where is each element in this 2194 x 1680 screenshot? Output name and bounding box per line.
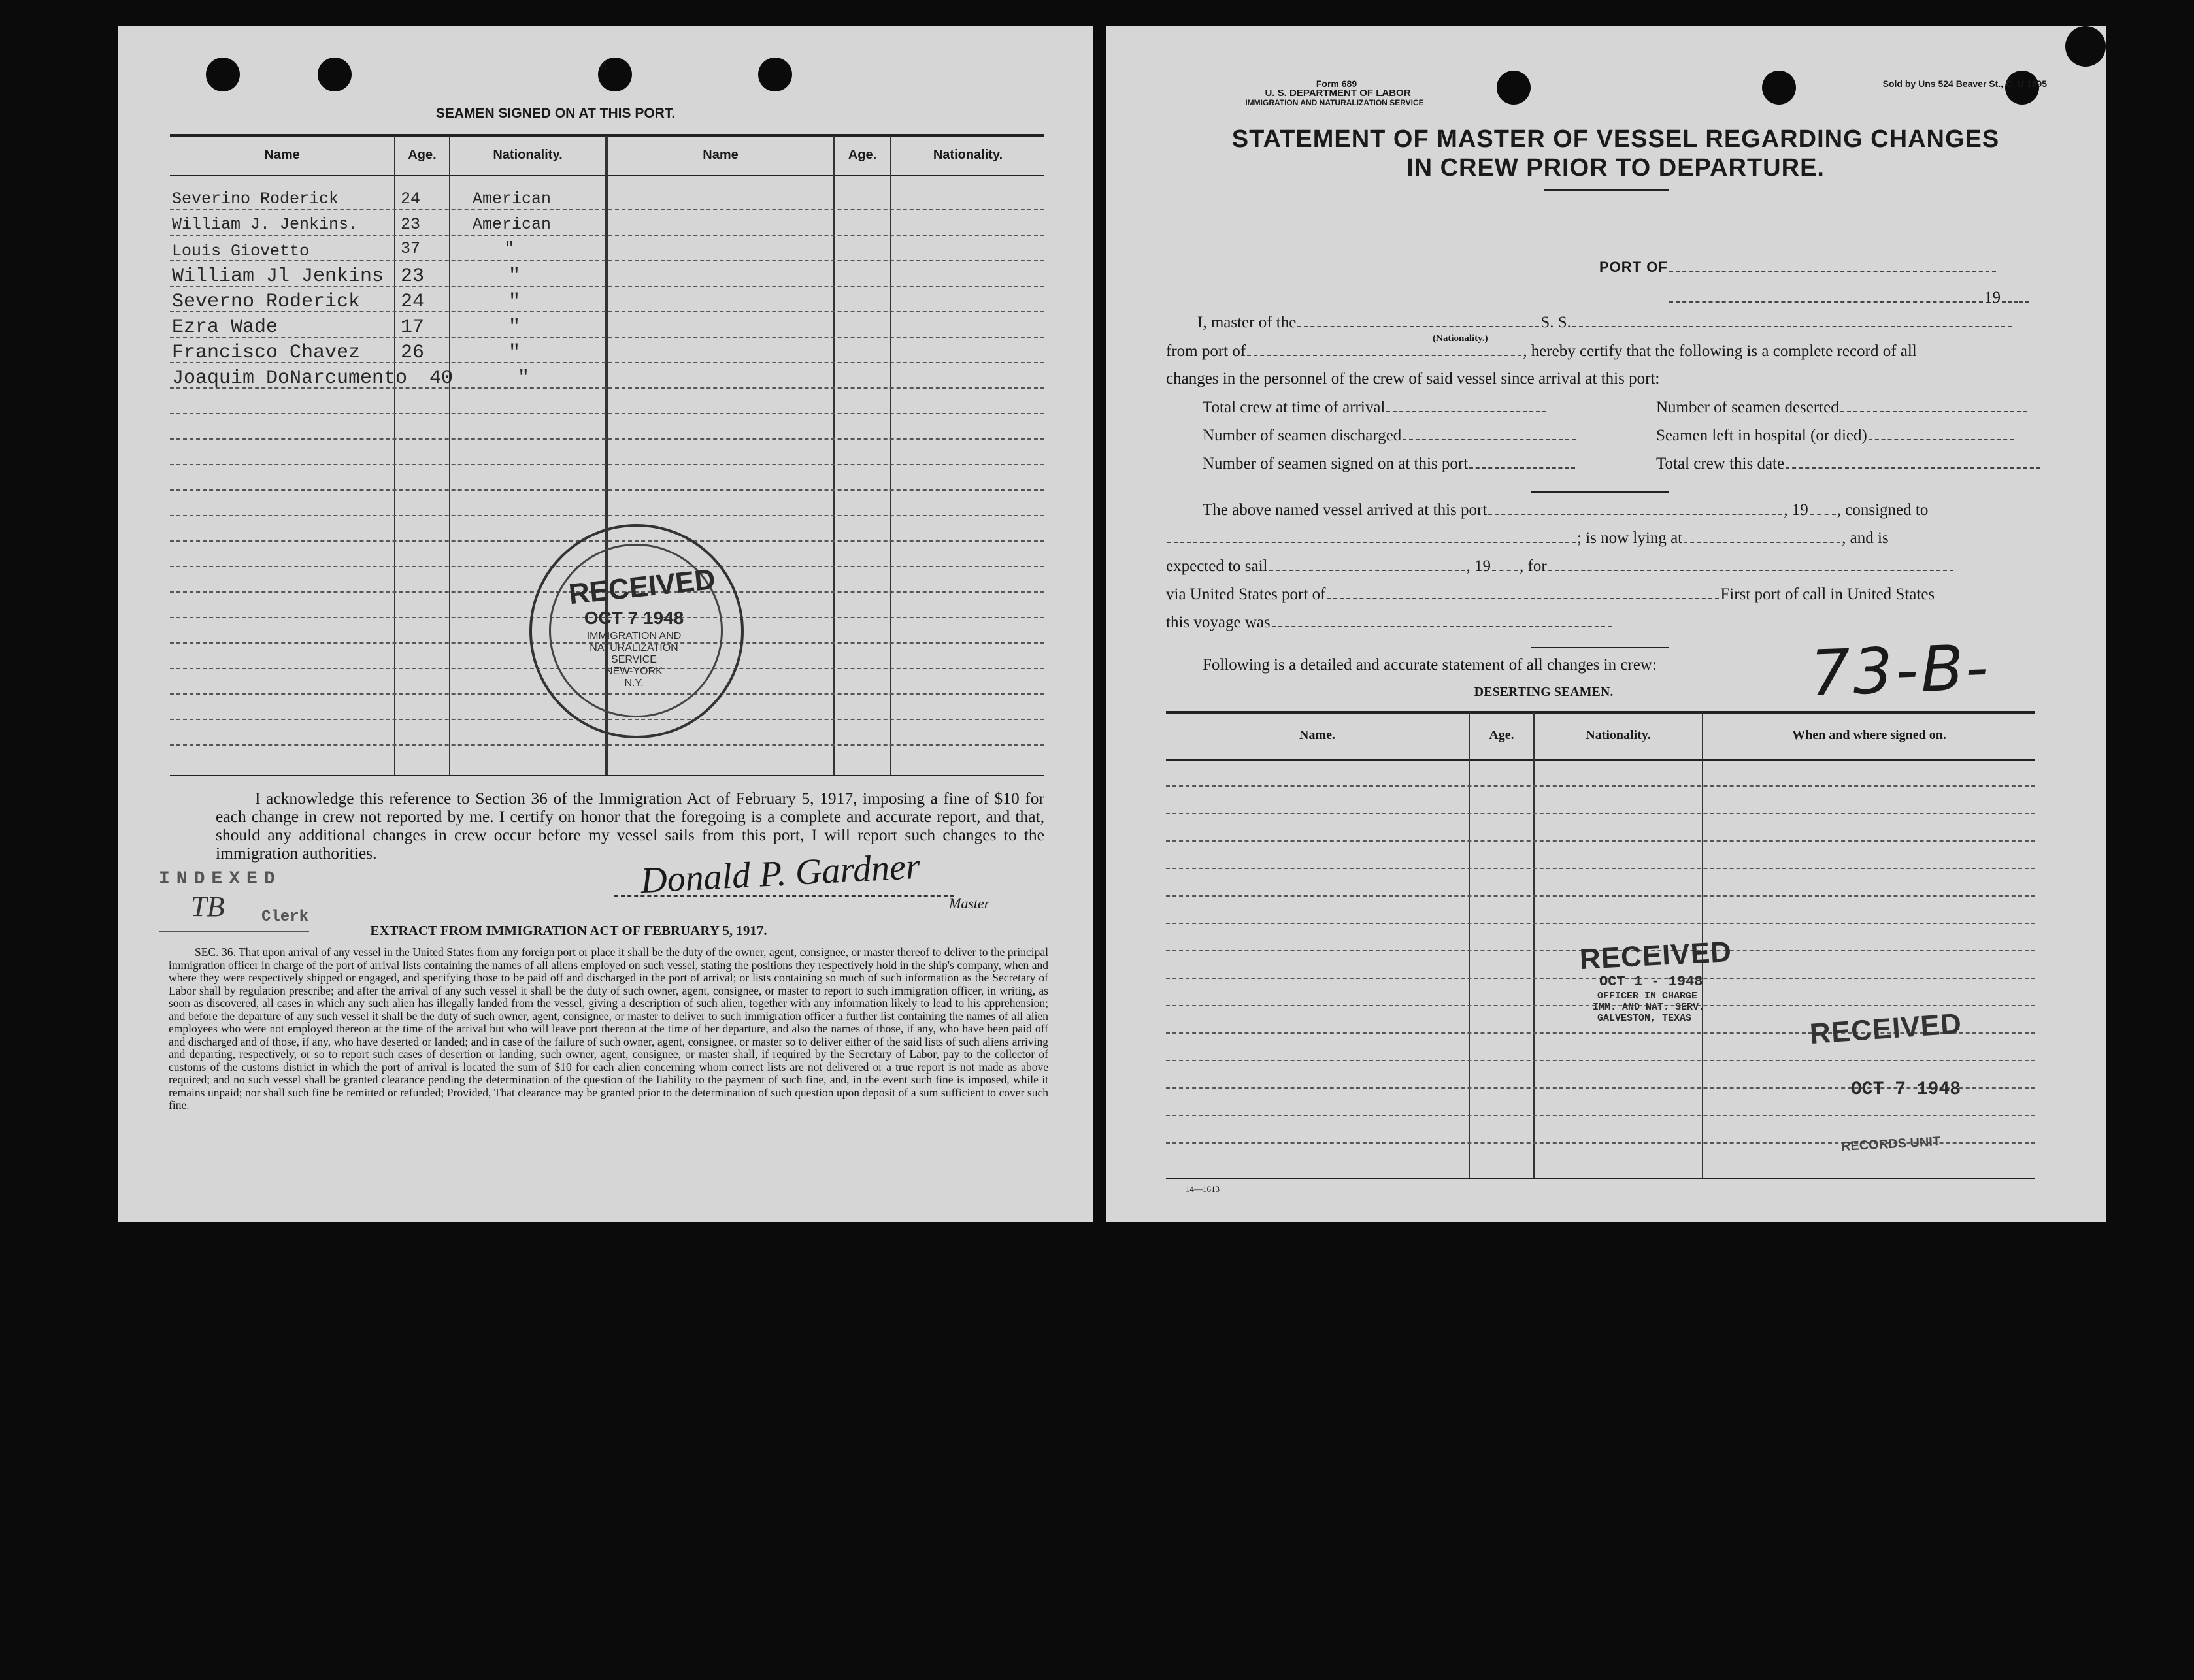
table-row-name: Francisco Chavez [172, 342, 361, 364]
col-divider [449, 136, 450, 776]
table-row-age: 23 [401, 215, 421, 234]
form-number: Form 689 [1316, 78, 1357, 89]
table-row-name: William J. Jenkins. [172, 215, 359, 234]
table-row-age: 23 [401, 265, 425, 288]
table-row-nationality: " [508, 316, 521, 338]
acknowledgement-paragraph: I acknowledge this reference to Section 36 of the Immigration Act of February 5, 1917, imposing a fine of $10 for each change in crew not reported by me. I certify on honor that the foregoing is a complete and accurate report, and that, should any additional changes in crew occur before my vessel sails from this port, I will report such changes to the immigration authorities. [216, 789, 1044, 863]
table-row-age: 17 [401, 316, 425, 338]
seller-note: Sold by Uns 524 Beaver St., C. U 1895 [1882, 78, 2047, 89]
nationality-note: (Nationality.) [1433, 333, 1488, 344]
col-header-age: Age. [1489, 728, 1514, 742]
col-header-name-2: Name [703, 148, 739, 162]
table-row-age: 40 [429, 367, 454, 389]
extract-title: EXTRACT FROM IMMIGRATION ACT OF FEBRUARY 5, 1917. [370, 923, 767, 938]
port-of-label: PORT OF [1599, 259, 1668, 275]
table-row-name: William Jl Jenkins [172, 265, 384, 288]
col-header-nationality: Nationality. [493, 148, 563, 162]
col-header-name: Name. [1299, 728, 1335, 742]
punch-hole [758, 58, 792, 91]
left-page: 4 SEAMEN SIGNED ON AT THIS PORT. Name Age. Nationality. Name Age. Nationality. Severino Roderick 24 American William J. Jenkins. 23 American Louis Giovetto 37 " William Jl Jenkins 23 " Severno Roderick 24 " Ezra Wade 17 " Francisco Chavez 26 " Joaquim DoNarcumento 40 " RECEIVED OCT 7 1948 IMMIGRATION AND NATURALIZATION SERVICE NEW-YORK N.Y. I acknowledge this reference to Section 36 of the Immigration Act of February 5, 1917, imposing a fine of $10 for each change in crew not reported by me. I certify on honor that the foregoing is a complete and accurate report, and that, should any additional changes in crew occur before my vessel sails from this port, I will report such changes to the immigration authorities. INDEXED TB Clerk Donald P. Gardner Master EXTRACT FROM IMMIGRATION ACT OF FEBRUARY 5, 1917. SEC. 36. That upon arrival of any vessel in the United States from any foreign port or place it shall be the duty of the owner, agent, consignee, or master thereof to deliver to the principal immigration officer in charge of the port of arrival lists containing the names of all aliens employed on such vessel, stating the positions they respectively hold in the ship's company, when and where they were respectively shipped or engaged, and specifying those to be paid off and discharged in the port of arrival; or lists containing so much of such information as the Secretary of Labor shall by regulation prescribe; and after the arrival of any such vessel it shall be the duty of such owner, agent, consignee, or master to report to such immigration officer, in writing, as soon as discovered, all cases in which any such alien has illegally landed from the vessel, giving a description of such alien, together with any information likely to lead to his apprehension; and before the departure of any such vessel it shall be the duty of such owner, agent, consignee, or master to deliver to such immigration officer a further list containing the names of all alien employees who were not employed thereon at the time of the arrival but who will leave port thereon at the time of her departure, and also the names of those, if any, who have been paid off and discharged and of those, if any, who have deserted or landed; and in case of the failure of such owner, agent, consignee, or master so to deliver either of the said lists of such aliens arriving and departing, respectively, or so to report such cases of desertion or landing, such owner, agent, consignee, or master shall, if required by the Secretary of Labor, pay to the collector of customs of the customs district in which the port of arrival is located the sum of $10 for each alien concerning whom correct lists are not delivered or a true report is not made as above required; and no such vessel shall be granted clearance pending the determination of the question of the liability to the payment of such fine, and, in the event such fine is imposed, while it remains unpaid; nor shall such fine be remitted or refunded; Provided, That clearance may be granted prior to the determination of such question upon deposit of a sum sufficient to cover such fine. [118, 26, 1093, 1222]
handwritten-number: 73-B- [1809, 631, 1992, 710]
punch-hole [2065, 26, 2106, 67]
table-row-name: Ezra Wade [172, 316, 278, 338]
table-row-age: 24 [401, 291, 425, 313]
table-row-name: Joaquim DoNarcumento [172, 367, 408, 389]
master-label: Master [949, 895, 990, 912]
table-row-name: Severno Roderick [172, 291, 361, 313]
table-row-nationality: " [505, 239, 515, 258]
table-row-name: Severino Roderick [172, 189, 339, 208]
received-stamp-date: OCT 7 1948 [584, 608, 684, 628]
table-row-nationality: American [473, 215, 552, 234]
following-statement: Following is a detailed and accurate statement of all changes in crew: [1203, 656, 1657, 674]
master-signature: Donald P. Gardner [639, 846, 922, 902]
table-row-nationality: " [508, 342, 521, 364]
table-row-name: Louis Giovetto [172, 242, 310, 261]
col-header-age-2: Age. [848, 148, 877, 162]
col-header-nationality: Nationality. [1586, 728, 1651, 742]
table-row-nationality: " [508, 291, 521, 313]
table-row-age: 26 [401, 342, 425, 364]
footer-code: 14—1613 [1186, 1184, 1220, 1194]
table-row-age: 37 [401, 239, 421, 258]
deserting-seamen-title: DESERTING SEAMEN. [1474, 685, 1614, 699]
table-row-age: 24 [401, 189, 421, 208]
received-stamp-word: RECEIVED [567, 563, 717, 611]
col-divider [890, 136, 891, 776]
col-header-name: Name [264, 148, 300, 162]
changes-line: changes in the personnel of the crew of said vessel since arrival at this port: [1166, 370, 1660, 387]
table-row-nationality: American [473, 189, 552, 208]
col-divider [833, 136, 835, 776]
right-page: Form 689 U. S. DEPARTMENT OF LABOR IMMIGRATION AND NATURALIZATION SERVICE Sold by Uns 524 Beaver St., C. U 1895 STATEMENT OF MASTER OF VESSEL REGARDING CHANGES IN CREW PRIOR TO DEPARTURE. PORT OF 19 I, master of the S. S. (Nationality.) from port of , hereby certify that the following is a complete record of all changes in the personnel of the crew of said vessel since arrival at this port: Total crew at time of arrival Number of seamen deserted Number of seamen discharged Seamen left in hospital (or died) Number of seamen signed on at this port Total crew this date The above named vessel arrived at this port , 19 , consigned to ; is now lying at , and is expected to sail , 19 , for via United States port of First port of call in United States this voyage was Following is a detailed and accurate statement of all changes in crew: 73-B- DESERTING SEAMEN. Name. Age. Nationality. When and where signed on. RECEIVED OCT 1 - 1948 OFFICER IN CHARGE IMM. AND NAT. SERV. GALVESTON, TEXAS RECEIVED OCT 7 1948 RECORDS UNIT 14—1613 [1106, 26, 2106, 1222]
col-header-nationality-2: Nationality. [933, 148, 1003, 162]
indexed-stamp: INDEXED [159, 869, 282, 889]
indexed-initials: TB [191, 891, 225, 923]
form-title-line1: STATEMENT OF MASTER OF VESSEL REGARDING CHANGES [1231, 125, 2000, 153]
punch-hole [206, 58, 240, 91]
form-title-line2: IN CREW PRIOR TO DEPARTURE. [1406, 154, 1825, 182]
service-name: IMMIGRATION AND NATURALIZATION SERVICE [1245, 98, 1424, 107]
punch-hole [1497, 71, 1531, 105]
col-header-age: Age. [408, 148, 437, 162]
col-header-signed-on: When and where signed on. [1792, 728, 1946, 742]
department: U. S. DEPARTMENT OF LABOR [1265, 88, 1411, 99]
page-number: 4 [600, 60, 608, 74]
clerk-label: Clerk [261, 908, 309, 926]
extract-text: SEC. 36. That upon arrival of any vessel in the United States from any foreign port or place it shall be the duty of the owner, agent, consignee, or master thereof to deliver to the principal immigration officer in charge of the port of arrival lists containing the names of all aliens employed on such vessel, stating the positions they respectively hold in the ship's company, when and where they were respectively shipped or engaged, and specifying those to be paid off and discharged in the port of arrival; or lists containing so much of such information as the Secretary of Labor shall by regulation prescribe; and after the arrival of any such vessel it shall be the duty of such owner, agent, consignee, or master to report to such immigration officer, in writing, as soon as discovered, all cases in which any such alien has illegally landed from the vessel, giving a description of such alien, together with any information likely to lead to his apprehension; and before the departure of any such vessel it shall be the duty of such owner, agent, consignee, or master to deliver to such immigration officer a further list containing the names of all alien employees who were not employed thereon at the time of the arrival but who will leave port thereon at the time of her departure, and also the names of those, if any, who have been paid off and discharged and of those, if any, who have deserted or landed; and in case of the failure of such owner, agent, consignee, or master so to deliver either of the said lists of such aliens arriving and departing, respectively, or so to report such cases of desertion or landing, such owner, agent, consignee, or master shall, if required by the Secretary of Labor, pay to the collector of customs of the customs district in which the port of arrival is located the sum of $10 for each alien concerning whom correct lists are not delivered or a true report is not made as above required; and no such vessel shall be granted clearance pending the determination of the question of the liability to the payment of such fine, and, in the event such fine is imposed, while it remains unpaid; nor shall such fine be remitted or refunded; Provided, That clearance may be granted prior to the determination of such question upon deposit of a sum sufficient to cover such fine. [169, 946, 1048, 1112]
punch-hole [318, 58, 352, 91]
col-divider [394, 136, 395, 776]
received-stamp-records: RECEIVED [1808, 1007, 1963, 1051]
section-title: SEAMEN SIGNED ON AT THIS PORT. [435, 106, 676, 121]
table-row-nationality: " [518, 367, 530, 389]
received-stamp-galveston: RECEIVED [1578, 935, 1733, 976]
table-row-nationality: " [508, 265, 521, 288]
